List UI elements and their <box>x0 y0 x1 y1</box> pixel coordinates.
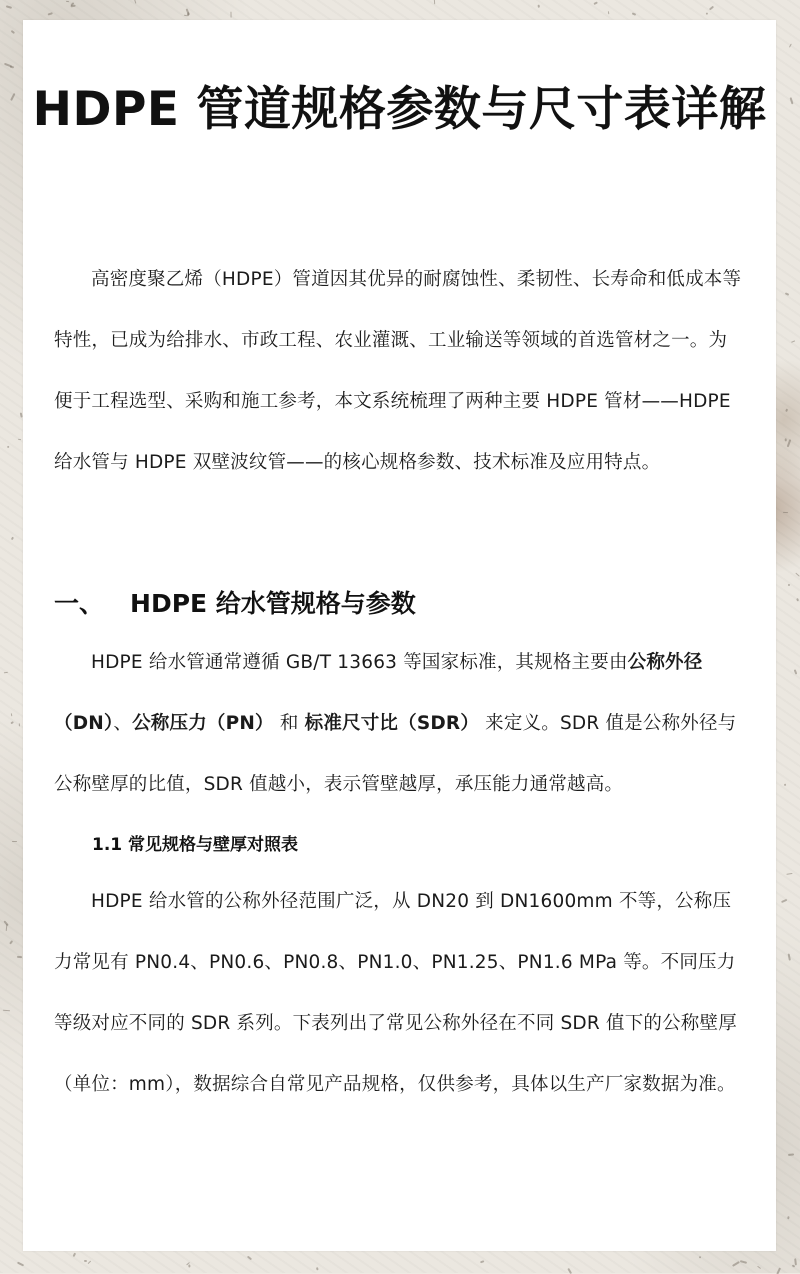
background-speck <box>10 713 12 716</box>
background-speck <box>4 671 8 673</box>
section-heading <box>54 584 416 624</box>
intro-paragraph: 高密度聚乙烯（HDPE）管道因其优异的耐腐蚀性、柔韧性、长寿命和低成本等特性，已成为给排水、市政工程、农业灌溉、工业输送等领域的首选管材之一。为便于工程选型、采购和施工参考，本文系统梳理了两种主要 HDPE 管材——HDPE 给水管与 HDPE 双壁波纹管——的核心规格参数、技术标准及应用特点。 <box>54 269 742 473</box>
term-pn: 公称压力（PN） <box>132 713 274 734</box>
para-text: 、 <box>113 713 133 734</box>
section-paragraph <box>54 632 744 815</box>
background-speck <box>230 12 231 18</box>
background-speck <box>189 1264 191 1267</box>
para-text: HDPE 给水管通常遵循 GB/T 13663 等国家标准，其规格主要由 <box>91 652 628 673</box>
background-speck <box>18 723 19 726</box>
subsection-paragraph: HDPE 给水管的公称外径范围广泛，从 DN20 到 DN1600mm 不等，公称压力常见有 PN0.4、PN0.6、PN0.8、PN1.0、PN1.25、PN1.6 MPa 等。不同压力等级对应不同的 SDR 系列。下表列出了常见公称外径在不同 SDR 值下的公称壁厚（单位：mm），数据综合自常见产品规格，仅供参考，具体以生产厂家数据为准。 <box>54 891 737 1095</box>
para-text: 来定义。SDR 值是公称外径与公称壁厚的比值，SDR 值越小，表示管壁越厚，承压能力通常越高。 <box>54 713 737 795</box>
background-speck <box>787 583 789 585</box>
background-speck <box>18 438 22 440</box>
subsection-heading: 1.1 常见规格与壁厚对照表 <box>92 835 299 855</box>
background-speck <box>787 1216 789 1219</box>
para-text: 和 <box>273 713 305 734</box>
section-number: 一、 <box>54 589 105 618</box>
background-speck <box>10 536 13 540</box>
section-title: HDPE 给水管规格与参数 <box>130 589 416 618</box>
term-sdr: 标准尺寸比（SDR） <box>304 713 480 734</box>
background-speck <box>12 841 17 842</box>
article-title: HDPE 管道规格参数与尺寸表详解 <box>32 82 767 137</box>
term-dn: 公称外径（DN） <box>54 652 703 734</box>
